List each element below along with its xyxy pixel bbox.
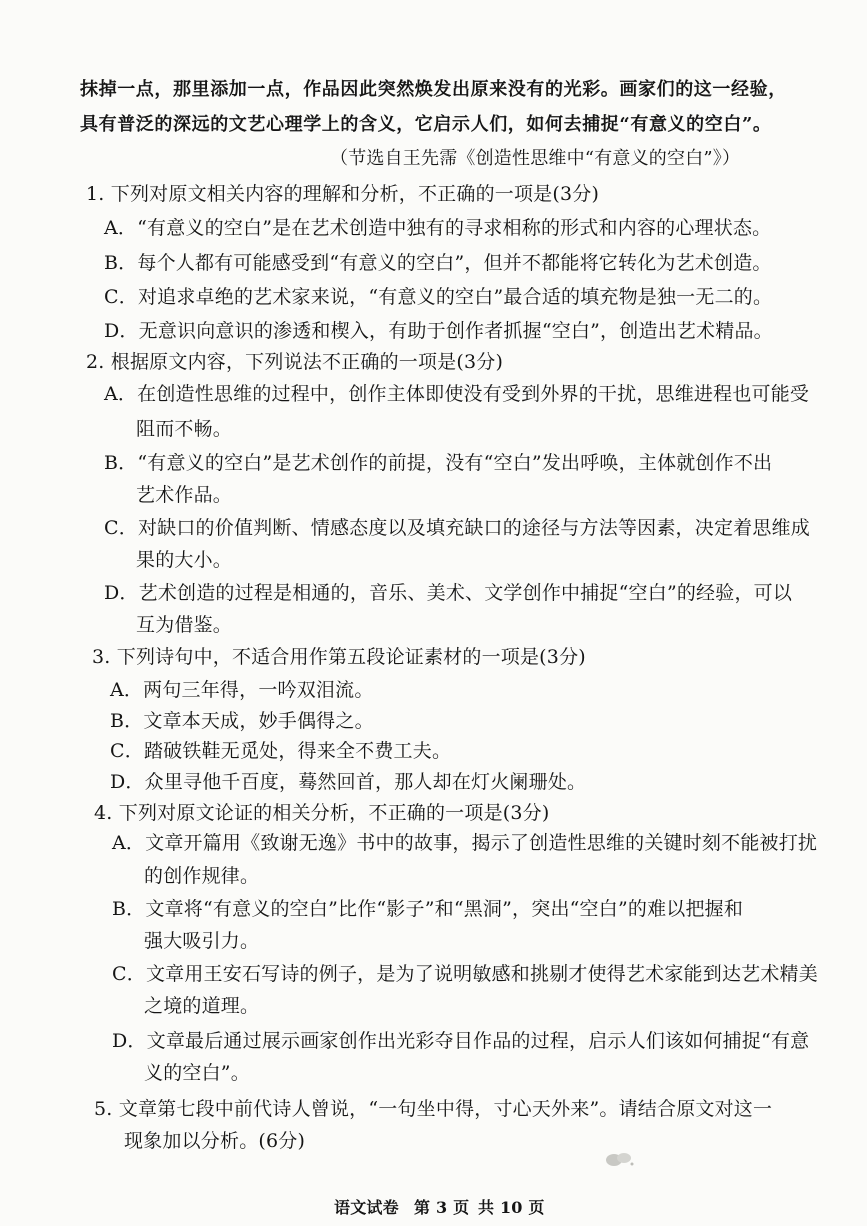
question-3-option-b: B．文章本天成，妙手偶得之。 [110,710,374,732]
footer-page-number: 第 3 页 [414,1198,470,1217]
question-4-option-a: A．文章开篇用《致谢无逸》书中的故事，揭示了创造性思维的关键时刻不能被打扰 [112,832,818,854]
scan-smudge-icon [604,1148,636,1170]
question-4-option-c-cont: 之境的道理。 [144,995,260,1017]
question-2-option-d-cont: 互为借鉴。 [136,614,233,636]
intro-line-1: 抹掉一点，那里添加一点，作品因此突然焕发出原来没有的光彩。画家们的这一经验， [80,79,787,100]
question-2-option-b-cont: 艺术作品。 [136,484,233,506]
question-4-option-b: B．文章将“有意义的空白”比作“影子”和“黑洞”，突出“空白”的难以把握和 [112,898,744,920]
question-2-stem: 2. 根据原文内容，下列说法不正确的一项是(3分) [86,351,504,373]
question-1-option-b: B．每个人都有可能感受到“有意义的空白”，但并不都能将它转化为艺术创造。 [104,252,772,274]
question-2-option-d: D．艺术创造的过程是相通的，音乐、美术、文学创作中捕捉“空白”的经验，可以 [104,582,793,604]
source-citation: （节选自王先霈《创造性思维中“有意义的空白”》） [330,148,741,169]
question-3-option-d: D．众里寻他千百度，蓦然回首，那人却在灯火阑珊处。 [110,771,587,793]
question-5-stem-cont: 现象加以分析。(6分) [124,1130,306,1152]
question-2-option-c-cont: 果的大小。 [136,549,233,571]
question-3-option-c: C．踏破铁鞋无觅处，得来全不费工夫。 [110,740,452,762]
question-1-option-a: A．“有意义的空白”是在艺术创造中独有的寻求相称的形式和内容的心理状态。 [104,217,772,239]
question-4-option-b-cont: 强大吸引力。 [144,930,260,952]
question-3-stem: 3. 下列诗句中，不适合用作第五段论证素材的一项是(3分) [92,646,586,668]
question-4-option-d: D．文章最后通过展示画家创作出光彩夺目作品的过程，启示人们该如何捕捉“有意 [112,1030,810,1052]
footer-subject: 语文试卷 [334,1198,399,1217]
question-5-stem: 5. 文章第七段中前代诗人曾说，“一句坐中得，寸心天外来”。请结合原文对这一 [94,1098,773,1120]
question-1-stem: 1. 下列对原文相关内容的理解和分析，不正确的一项是(3分) [86,183,600,205]
intro-line-2: 具有普泛的深远的文艺心理学上的含义，它启示人们，如何去捕捉“有意义的空白”。 [80,114,772,135]
question-4-stem: 4. 下列对原文论证的相关分析，不正确的一项是(3分) [94,802,550,824]
question-2-option-c: C．对缺口的价值判断、情感态度以及填充缺口的途径与方法等因素，决定着思维成 [104,517,810,539]
question-2-option-b: B．“有意义的空白”是艺术创作的前提，没有“空白”发出呼唤，主体就创作不出 [104,452,773,474]
question-1-option-c: C．对追求卓绝的艺术家来说，“有意义的空白”最合适的填充物是独一无二的。 [104,286,773,308]
question-2-option-a-cont: 阻而不畅。 [136,418,233,440]
question-4-option-d-cont: 义的空白”。 [144,1062,250,1084]
question-2-option-a: A．在创造性思维的过程中，创作主体即使没有受到外界的干扰，思维进程也可能受 [104,383,810,405]
question-4-option-c: C．文章用王安石写诗的例子，是为了说明敏感和挑剔才使得艺术家能到达艺术精美 [112,963,818,985]
question-4-option-a-cont: 的创作规律。 [144,865,260,887]
question-3-option-a: A．两句三年得，一吟双泪流。 [110,679,374,701]
question-1-option-d: D．无意识向意识的渗透和楔入，有助于创作者抓握“空白”，创造出艺术精品。 [104,320,773,342]
footer-total-pages: 共 10 页 [478,1198,545,1217]
